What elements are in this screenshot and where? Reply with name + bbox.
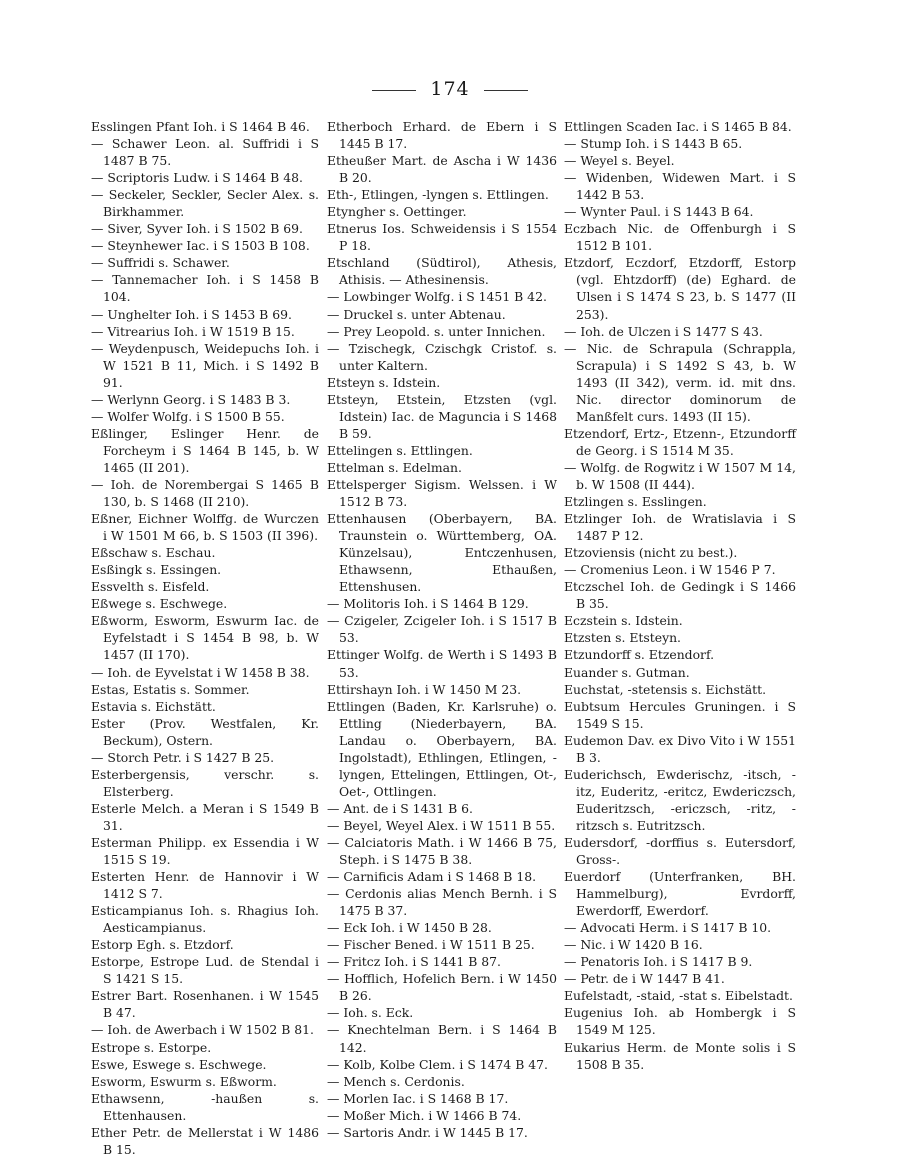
index-entry: — Ioh. s. Eck. — [327, 1005, 414, 1021]
index-entry: Etzundorff s. Etzendorf. — [564, 647, 715, 663]
index-entry: Etyngher s. Oettinger. — [327, 204, 467, 220]
index-entry: — Molitoris Ioh. i S 1464 B 129. — [327, 596, 529, 612]
index-entry: — Tzischegk, Czischgk Cristof. s. unter Kaltern. — [327, 340, 557, 373]
index-entry: Ettelingen s. Ettlingen. — [327, 442, 473, 458]
index-entry: — Fritcz Ioh. i S 1441 B 87. — [327, 954, 501, 970]
index-entry: Eswe, Eswege s. Eschwege. — [91, 1056, 267, 1072]
index-entry: — Hofflich, Hofelich Bern. i W 1450 B 26. — [327, 971, 557, 1004]
index-entry: — Cerdonis alias Mench Bernh. i S 1475 B 37. — [327, 886, 557, 919]
header-rule-right — [484, 90, 528, 91]
index-entry: — Scriptoris Ludw. i S 1464 B 48. — [91, 170, 303, 186]
index-entry: — Wynter Paul. i S 1443 B 64. — [564, 204, 754, 220]
index-entry: Etzdorf, Eczdorf, Etzdorff, Estorp (vgl. Ehtzdorff) (de) Eghard. de Ulsen i S 1474 S 23, b. S 1477 (II 253). — [564, 255, 796, 322]
index-entry: — Beyel, Weyel Alex. i W 1511 B 55. — [327, 817, 556, 833]
index-entry: Ettinger Wolfg. de Werth i S 1493 B 53. — [327, 647, 557, 680]
index-entry: Euchstat, -stetensis s. Eichstätt. — [564, 681, 767, 697]
index-entry: — Ioh. de Eyvelstat i W 1458 B 38. — [91, 664, 310, 680]
index-entry: — Schawer Leon. al. Suffridi i S 1487 B 75. — [91, 136, 319, 169]
index-entry: — Prey Leopold. s. unter Innichen. — [327, 323, 546, 339]
index-entry: Euander s. Gutman. — [564, 664, 690, 680]
index-entry: — Weydenpusch, Weidepuchs Ioh. i W 1521 B 11, Mich. i S 1492 B 91. — [91, 340, 319, 390]
index-entry: Ether Petr. de Mellerstat i W 1486 B 15. — [91, 1124, 319, 1157]
index-entry: Euerdorf (Unterfranken, BH. Hammelburg), Evrdorff, Ewerdorff, Ewerdorf. — [564, 869, 796, 919]
index-entry: — Penatoris Ioh. i S 1417 B 9. — [564, 954, 753, 970]
index-entry: Esterle Melch. a Meran i S 1549 B 31. — [91, 800, 319, 833]
index-entry: — Wolfg. de Rogwitz i W 1507 M 14, b. W 1508 (II 444). — [564, 459, 796, 492]
index-entry: Estrope s. Estorpe. — [91, 1039, 212, 1055]
index-entry: Eßwege s. Eschwege. — [91, 596, 228, 612]
index-entry: — Nic. de Schrapula (Schrappla, Scrapula) i S 1492 S 43, b. W 1493 (II 342), verm. id. mit dns. Nic. director dominorum de Manßfelt curs. 1493 (II 15). — [564, 340, 796, 424]
index-entry: — Nic. i W 1420 B 16. — [564, 937, 703, 953]
index-entry: Esterbergensis, verschr. s. Elsterberg. — [91, 766, 319, 799]
index-entry: — Ioh. de Ulczen i S 1477 S 43. — [564, 323, 763, 339]
index-entry: — Morlen Iac. i S 1468 B 17. — [327, 1090, 509, 1106]
index-entry: Euderichsch, Ewderischz, -itsch, -itz, Euderitz, -eritcz, Ewdericzsch, Euderitzsch, -ericzsch, -ritz, -ritzsch s. Eutritzsch. — [564, 766, 796, 833]
index-entry: Eßworm, Esworm, Eswurm Iac. de Eyfelstadt i S 1454 B 98, b. W 1457 (II 170). — [91, 613, 319, 663]
index-entry: Ethawsenn, -haußen s. Ettenhausen. — [91, 1090, 319, 1123]
index-entry: — Cromenius Leon. i W 1546 P 7. — [564, 562, 776, 578]
index-entry: — Ioh. de Awerbach i W 1502 B 81. — [91, 1022, 314, 1038]
index-entry: Esworm, Eswurm s. Eßworm. — [91, 1073, 277, 1089]
index-entry: — Steynhewer Iac. i S 1503 B 108. — [91, 238, 310, 254]
index-entry: — Suffridi s. Schawer. — [91, 255, 230, 271]
index-entry: Esterten Henr. de Hannovir i W 1412 S 7. — [91, 869, 319, 902]
index-entry: — Calciatoris Math. i W 1466 B 75, Steph. i S 1475 B 38. — [327, 834, 557, 868]
index-entry: Etheußer Mart. de Ascha i W 1436 B 20. — [327, 153, 557, 186]
index-entry: Eßschaw s. Eschau. — [91, 545, 216, 561]
index-entry: Eßlinger, Eslinger Henr. de Forcheym i S 1464 B 145, b. W 1465 (II 201). — [91, 425, 319, 475]
page-header — [0, 78, 900, 100]
index-entry: — Petr. de i W 1447 B 41. — [564, 971, 725, 987]
index-entry: Etzsten s. Etsteyn. — [564, 630, 681, 646]
index-entry: Eßner, Eichner Wolffg. de Wurczen i W 1501 M 66, b. S 1503 (II 396). — [91, 511, 319, 544]
index-entry: — Siver, Syver Ioh. i S 1502 B 69. — [91, 221, 303, 237]
index-entry: Eczbach Nic. de Offenburgh i S 1512 B 101. — [564, 221, 796, 254]
index-entry: — Eck Ioh. i W 1450 B 28. — [327, 920, 492, 936]
index-entry: Eudersdorf, -dorffius s. Eutersdorf, Gross-. — [564, 834, 796, 868]
index-entry: — Wolfer Wolfg. i S 1500 B 55. — [91, 408, 285, 424]
index-entry: — Seckeler, Seckler, Secler Alex. s. Birkhammer. — [91, 187, 319, 220]
index-entry: Etczschel Ioh. de Gedingk i S 1466 B 35. — [564, 579, 796, 612]
index-entry: — Czigeler, Zcigeler Ioh. i S 1517 B 53. — [327, 613, 557, 646]
index-entry: Etzlinger Ioh. de Wratislavia i S 1487 P 12. — [564, 511, 796, 544]
index-entry: — Storch Petr. i S 1427 B 25. — [91, 749, 275, 765]
index-entry: Ettelman s. Edelman. — [327, 459, 462, 475]
index-entry: Ettirshayn Ioh. i W 1450 M 23. — [327, 681, 522, 697]
index-entry: Etzendorf, Ertz-, Etzenn-, Etzundorff de Georg. i S 1514 M 35. — [564, 425, 796, 458]
index-entry: — Widenben, Widewen Mart. i S 1442 B 53. — [564, 170, 796, 203]
index-entry: — Werlynn Georg. i S 1483 B 3. — [91, 391, 291, 407]
index-entry: Esterman Philipp. ex Essendia i W 1515 S 19. — [91, 834, 319, 868]
index-entry: — Moßer Mich. i W 1466 B 74. — [327, 1107, 522, 1123]
index-entry: — Stump Ioh. i S 1443 B 65. — [564, 136, 743, 152]
index-entry: Eudemon Dav. ex Divo Vito i W 1551 B 3. — [564, 732, 796, 765]
index-entry: Esslingen Pfant Ioh. i S 1464 B 46. — [91, 119, 310, 134]
index-entry: Estorpe, Estrope Lud. de Stendal i S 1421 S 15. — [91, 954, 319, 987]
index-entry: Ettlingen Scaden Iac. i S 1465 B 84. — [564, 119, 792, 134]
index-entry: Etnerus Ios. Schweidensis i S 1554 P 18. — [327, 221, 557, 254]
index-entry: Eugenius Ioh. ab Hombergk i S 1549 M 125. — [564, 1005, 796, 1038]
index-entry: — Druckel s. unter Abtenau. — [327, 306, 506, 322]
index-entry: — Kolb, Kolbe Clem. i S 1474 B 47. — [327, 1056, 548, 1072]
index-entry: Eukarius Herm. de Monte solis i S 1508 B 35. — [564, 1039, 796, 1072]
index-entry: Essvelth s. Eisfeld. — [91, 579, 210, 595]
index-entry: — Ant. de i S 1431 B 6. — [327, 800, 473, 816]
index-entry: — Mench s. Cerdonis. — [327, 1073, 465, 1089]
header-rule-left — [372, 90, 416, 91]
index-entry: Etherboch Erhard. de Ebern i S 1445 B 17. — [327, 119, 557, 152]
page-number: 174 — [430, 78, 470, 100]
index-entry: Ettenhausen (Oberbayern, BA. Traunstein o. Württemberg, OA. Künzelsau), Entczenhusen, Ethawsenn, Ethaußen, Ettenshusen. — [327, 511, 557, 595]
index-entry: — Knechtelman Bern. i S 1464 B 142. — [327, 1022, 557, 1055]
index-entry: Etzlingen s. Esslingen. — [564, 494, 707, 510]
index-entry: Estas, Estatis s. Sommer. — [91, 681, 250, 697]
index-entry: Etzoviensis (nicht zu best.). — [564, 545, 738, 561]
column-right — [564, 118, 796, 1073]
index-entry: Eth-, Etlingen, -lyngen s. Ettlingen. — [327, 187, 549, 203]
index-entry: Ester (Prov. Westfalen, Kr. Beckum), Ostern. — [91, 715, 319, 748]
column-left — [91, 118, 319, 1158]
index-entry: Estavia s. Eichstätt. — [91, 698, 216, 714]
index-entry: — Ioh. de Norembergai S 1465 B 130, b. S 1468 (II 210). — [91, 476, 319, 510]
index-entry: — Vitrearius Ioh. i W 1519 B 15. — [91, 323, 295, 339]
index-entry: Etsteyn, Etstein, Etzsten (vgl. Idstein) Iac. de Maguncia i S 1468 B 59. — [327, 391, 557, 441]
index-entry: Eubtsum Hercules Gruningen. i S 1549 S 15. — [564, 698, 796, 731]
index-entry: — Weyel s. Beyel. — [564, 153, 675, 169]
index-entry: Estrer Bart. Rosenhanen. i W 1545 B 47. — [91, 988, 319, 1021]
index-entry: Esßingk s. Essingen. — [91, 562, 222, 578]
index-entry: — Lowbinger Wolfg. i S 1451 B 42. — [327, 289, 547, 305]
index-entry: — Fischer Bened. i W 1511 B 25. — [327, 937, 535, 953]
index-entry: Eczstein s. Idstein. — [564, 613, 683, 629]
index-entry: — Carnificis Adam i S 1468 B 18. — [327, 869, 537, 885]
index-entry: Ettlingen (Baden, Kr. Karlsruhe) o. Ettling (Niederbayern, BA. Landau o. Oberbayern, BA. Ingolstadt), Ethlingen, Etlingen, -lyngen, Ettelingen, Ettlingen, Ot-, Oet-, Ottlingen. — [327, 698, 557, 799]
column-middle — [327, 118, 557, 1141]
index-entry: — Sartoris Andr. i W 1445 B 17. — [327, 1124, 528, 1140]
index-entry: — Advocati Herm. i S 1417 B 10. — [564, 920, 772, 936]
index-entry: — Tannemacher Ioh. i S 1458 B 104. — [91, 272, 319, 305]
index-entry: Ettelsperger Sigism. Welssen. i W 1512 B 73. — [327, 476, 557, 510]
index-entry: Etsteyn s. Idstein. — [327, 374, 441, 390]
index-entry: — Unghelter Ioh. i S 1453 B 69. — [91, 306, 292, 322]
index-entry: Eufelstadt, -staid, -stat s. Eibelstadt. — [564, 988, 793, 1004]
index-entry: Esticampianus Ioh. s. Rhagius Ioh. Aesticampianus. — [91, 903, 319, 936]
index-entry: Estorp Egh. s. Etzdorf. — [91, 937, 234, 953]
index-entry: Etschland (Südtirol), Athesis, Athisis. — Athesinensis. — [327, 255, 557, 288]
